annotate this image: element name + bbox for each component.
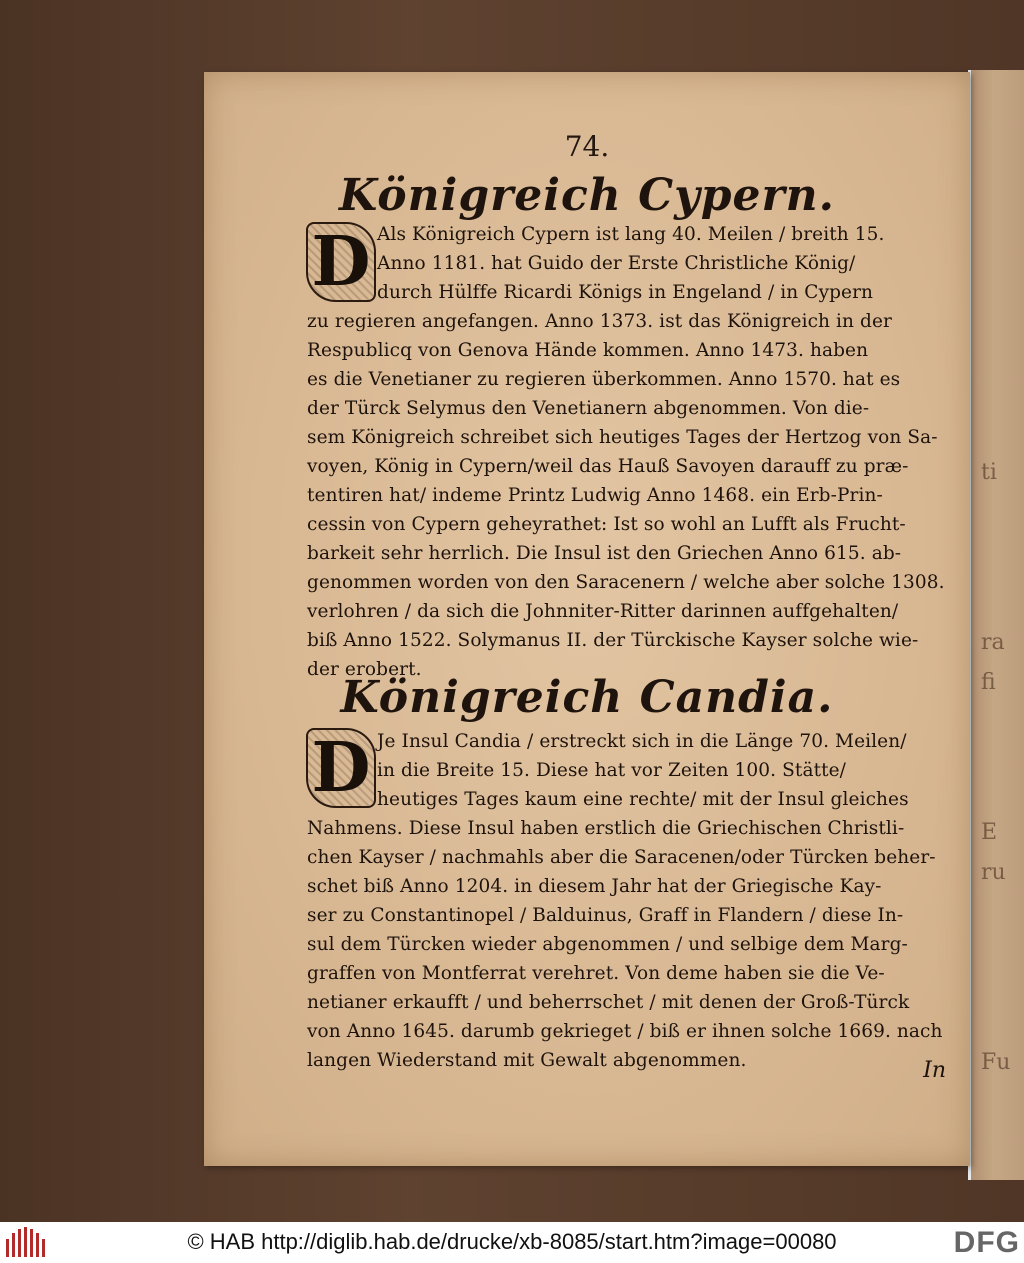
text-line: Nahmens. Diese Insul haben erstlich die Griechischen Christli- <box>307 818 905 839</box>
text-line: genommen worden von den Saracenern / welche aber solche 1308. <box>307 572 945 593</box>
text-line: schet biß Anno 1204. in diesem Jahr hat der Griegische Kay- <box>307 876 882 897</box>
book-page <box>204 72 970 1166</box>
text-line: verlohren / da sich die Johnniter-Ritter darinnen auffgehalten/ <box>307 601 899 622</box>
dfg-logo: DFG <box>953 1226 1020 1259</box>
text-line: in die Breite 15. Diese hat vor Zeiten 100. Stätte/ <box>377 760 847 781</box>
section-text-cypern <box>307 220 947 684</box>
text-line: tentiren hat/ indeme Printz Ludwig Anno 1468. ein Erb-Prin- <box>307 485 883 506</box>
text-line: chen Kayser / nachmahls aber die Saracenen/oder Türcken beher- <box>307 847 936 868</box>
text-line: der erobert. <box>307 659 422 680</box>
footer-bar <box>0 1222 1024 1263</box>
page-number: 74. <box>564 130 610 163</box>
text-line: Anno 1181. hat Guido der Erste Christliche König/ <box>377 253 856 274</box>
text-line: Respublicq von Genova Hände kommen. Anno 1473. haben <box>307 340 869 361</box>
text-line: cessin von Cypern geheyrathet: Ist so wohl an Lufft als Frucht- <box>307 514 906 535</box>
section-heading-candia: Königreich Candia. <box>340 672 834 723</box>
decorated-initial-cypern: D <box>306 222 376 302</box>
text-line: barkeit sehr herrlich. Die Insul ist den Griechen Anno 615. ab- <box>307 543 902 564</box>
section-heading-cypern: Königreich Cypern. <box>339 170 835 221</box>
text-line: es die Venetianer zu regieren überkommen. Anno 1570. hat es <box>307 369 901 390</box>
text-line: der Türck Selymus den Venetianern abgenommen. Von die- <box>307 398 870 419</box>
text-line: biß Anno 1522. Solymanus II. der Türckische Kayser solche wie- <box>307 630 919 651</box>
text-line: netianer erkaufft / und beherrschet / mit denen der Groß-Türck <box>307 992 910 1013</box>
text-line: sem Königreich schreibet sich heutiges Tages der Hertzog von Sa- <box>307 427 938 448</box>
text-line: langen Wiederstand mit Gewalt abgenommen. <box>307 1050 747 1071</box>
text-line: graffen von Montferrat verehret. Von deme haben sie die Ve- <box>307 963 885 984</box>
catchword: In <box>923 1058 946 1083</box>
decorated-initial-candia: D <box>306 728 376 808</box>
text-line: ser zu Constantinopel / Balduinus, Graff in Flandern / diese In- <box>307 905 904 926</box>
text-line: sul dem Türcken wieder abgenommen / und selbige dem Marg- <box>307 934 908 955</box>
text-line: durch Hülffe Ricardi Königs in Engeland / in Cypern <box>377 282 874 303</box>
text-line: Je Insul Candia / erstreckt sich in die Länge 70. Meilen/ <box>377 731 907 752</box>
section-text-candia <box>307 727 947 1075</box>
text-line: Als Königreich Cypern ist lang 40. Meilen / breith 15. <box>377 224 885 245</box>
copyright-url[interactable]: © HAB http://diglib.hab.de/drucke/xb-8085/start.htm?image=00080 <box>187 1229 837 1254</box>
text-line: heutiges Tages kaum eine rechte/ mit der Insul gleiches <box>377 789 909 810</box>
text-line: zu regieren angefangen. Anno 1373. ist das Königreich in der <box>307 311 892 332</box>
adjacent-page-edge: ti ra fi E ru Fu <box>968 70 1024 1180</box>
text-line: von Anno 1645. darumb gekrieget / biß er ihnen solche 1669. nach <box>307 1021 943 1042</box>
text-line: voyen, König in Cypern/weil das Hauß Savoyen darauff zu præ- <box>307 456 909 477</box>
